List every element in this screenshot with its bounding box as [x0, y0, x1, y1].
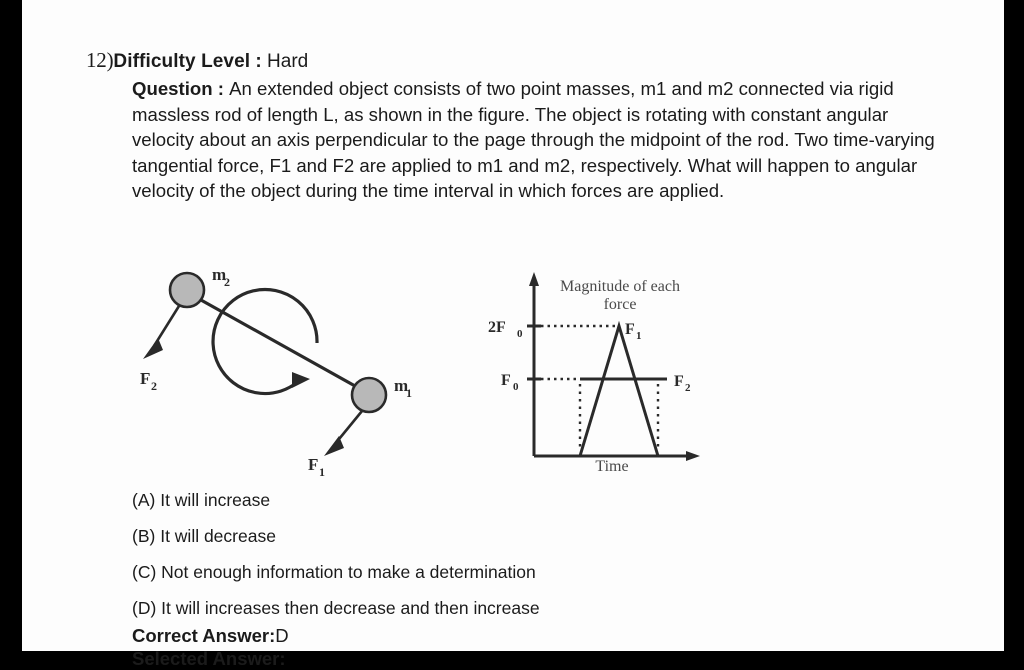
mass-m1-circle: [352, 378, 386, 412]
force-f2-subscript: 2: [151, 379, 157, 393]
force-f1-arrowhead-icon: [324, 436, 344, 456]
question-text: An extended object consists of two point masses, m1 and m2 connected via rigid massless rod of length L, as shown in the figure. The object is rotating with constant angular velocity about an axis perpendicular to the page through the midpoint of the rod. Two time-varying tangential force, F1 and F2 are applied to m1 and m2, respectively. What will happen to angular velocity of the object during the time interval in which forces are applied.: [132, 78, 935, 202]
selected-answer-line-clipped: Selected Answer:: [132, 648, 286, 669]
option-d-text: It will increases then decrease and then increase: [161, 598, 540, 618]
chart-xlabel: Time: [595, 458, 629, 475]
force-time-chart: [472, 266, 722, 475]
mass-m1-subscript: 1: [406, 386, 412, 400]
rigid-rod: [192, 295, 364, 391]
question-label: Question :: [132, 78, 230, 99]
question-body: [132, 76, 954, 204]
option-b-key: (B): [132, 526, 156, 546]
options-list: [132, 488, 952, 632]
letterbox-bar-right: [1004, 0, 1024, 651]
option-b-text: It will decrease: [160, 526, 276, 546]
difficulty-colon: :: [250, 51, 268, 72]
force-f1-label: F: [308, 455, 319, 474]
y-tick-label-f0: F: [501, 372, 511, 389]
force-f2-arrowhead-icon: [143, 338, 163, 359]
letterbox-bar-left: [0, 0, 22, 651]
correct-answer-value: D: [275, 625, 289, 646]
option-c-key: (C): [132, 562, 157, 582]
option-c-text: Not enough information to make a determination: [161, 562, 536, 582]
chart-title-line2: force: [603, 296, 637, 313]
force-f2-label: F: [140, 369, 151, 388]
figures-row: [22, 258, 1004, 480]
mass-m2-label: m: [212, 265, 227, 284]
option-a[interactable]: [132, 488, 952, 524]
series-f1-line: [580, 326, 658, 456]
force-f1-subscript: 1: [319, 465, 325, 479]
option-a-text: It will increase: [160, 490, 271, 510]
correct-answer-label: Correct Answer:: [132, 625, 276, 646]
series-f1-label: F: [625, 321, 635, 338]
mass-m2-circle: [170, 273, 204, 307]
series-f2-label-subscript: 2: [685, 382, 691, 394]
rotating-rod-diagram: [132, 258, 432, 479]
rotation-arrowhead-icon: [292, 372, 310, 388]
difficulty-label: Difficulty Level: [113, 51, 251, 72]
option-a-key: (A): [132, 490, 156, 510]
question-sheet: [22, 0, 1004, 669]
question-number: 12): [86, 48, 114, 72]
mass-m1-label: m: [394, 376, 409, 395]
y-tick-label-f0-subscript: 0: [513, 381, 519, 393]
option-c[interactable]: [132, 560, 952, 596]
difficulty-heading: [86, 48, 308, 73]
option-d-key: (D): [132, 598, 157, 618]
y-tick-label-2f0: 2F: [488, 319, 506, 336]
option-b[interactable]: [132, 524, 952, 560]
x-axis-arrowhead-icon: [686, 451, 700, 461]
chart-title-line1: Magnitude of each: [560, 278, 680, 295]
y-axis-arrowhead-icon: [529, 272, 539, 286]
mass-m2-subscript: 2: [224, 275, 230, 289]
correct-answer-line: [132, 625, 289, 647]
series-f2-label: F: [674, 373, 684, 390]
difficulty-value: Hard: [267, 51, 309, 72]
series-f1-label-subscript: 1: [636, 330, 642, 342]
y-tick-label-2f0-subscript: 0: [517, 328, 523, 340]
